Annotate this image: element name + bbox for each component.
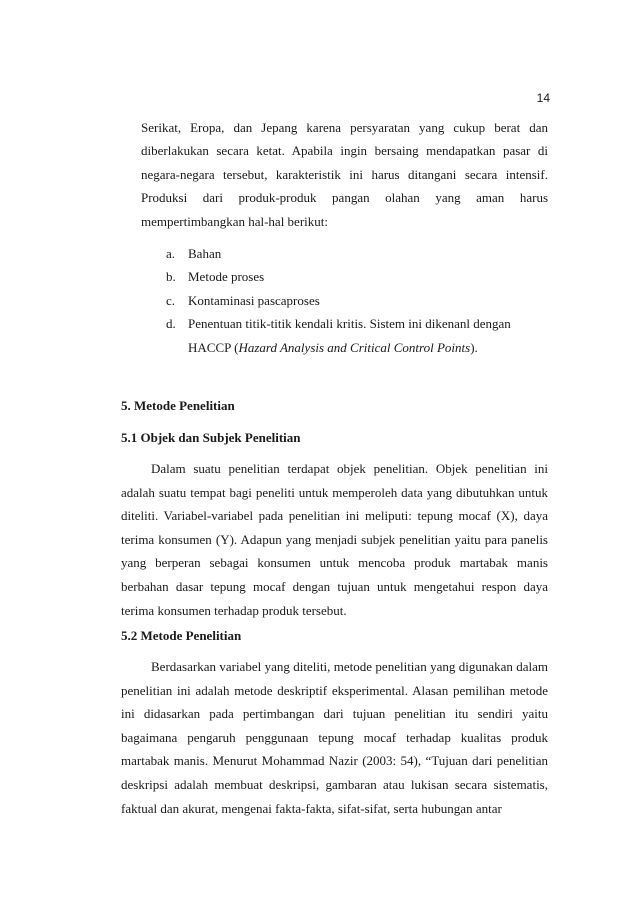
list-marker: b. bbox=[166, 269, 176, 285]
section-5-heading: 5. Metode Penelitian bbox=[121, 398, 235, 413]
list-item-text: Kontaminasi pascaproses bbox=[188, 292, 320, 308]
section-5-2-paragraph: Berdasarkan variabel yang diteliti, metode penelitian yang digunakan dalam penelitian ini adalah metode deskriptif eksperimental. Alasan pemilihan metode ini didasarkan pada pertimbangan dari tujuan penelitian itu sendiri yaitu bagaimana pengaruh penggunaan tepung mocaf terhadap kualitas produk martabak manis. Menurut Mohammad Nazir (2003: 54), “Tujuan dari penelitian deskripsi adalah membuat deskripsi, gambaran atau lukisan secara sistematis, faktual dan akurat, mengenai fakta-fakta, sifat-sifat, serta hubungan antar bbox=[121, 659, 548, 816]
list-item-text: Penentuan titik-titik kendali kritis. Sistem ini dikenanl dengan bbox=[188, 316, 511, 332]
section-5-1-heading: 5.1 Objek dan Subjek Penelitian bbox=[121, 430, 301, 445]
list-item-text: Bahan bbox=[188, 246, 222, 261]
list-item bbox=[166, 265, 548, 288]
requirements-list bbox=[166, 242, 548, 359]
haccp-prefix: HACCP ( bbox=[188, 339, 239, 355]
haccp-expansion: Hazard Analysis and Critical Control Points bbox=[238, 339, 471, 355]
list-item-text: Metode proses bbox=[188, 269, 265, 285]
page-number: 14 bbox=[536, 91, 550, 105]
list-marker: d. bbox=[166, 316, 176, 332]
section-5-2-heading: 5.2 Metode Penelitian bbox=[121, 628, 242, 643]
list-item bbox=[166, 312, 548, 359]
list-item bbox=[166, 242, 548, 265]
section-5-1-paragraph: Dalam suatu penelitian terdapat objek penelitian. Objek penelitian ini adalah suatu tempat bagi peneliti untuk memperoleh data yang dibutuhkan untuk diteliti. Variabel-variabel pada penelitian ini meliputi: tepung mocaf (X), daya terima konsumen (Y). Adapun yang menjadi subjek penelitian yaitu para panelis yang berperan sebagai konsumen untuk mencoba produk martabak manis berbahan dasar tepung mocaf dengan tujuan untuk mengetahui respon daya terima konsumen terhadap produk tersebut. bbox=[121, 461, 548, 618]
list-marker: a. bbox=[166, 246, 176, 261]
list-item bbox=[166, 289, 548, 312]
intro-paragraph: Serikat, Eropa, dan Jepang karena persyaratan yang cukup berat dan diberlakukan secara ketat. Apabila ingin bersaing mendapatkan pasar di negara-negara tersebut, karakteristik ini harus ditangani secara intensif. Produksi dari produk-produk pangan olahan yang aman harus mempertimbangkan hal-hal berikut: bbox=[141, 120, 548, 229]
list-marker: c. bbox=[166, 292, 176, 308]
list-item-continuation bbox=[188, 336, 548, 359]
haccp-suffix: ). bbox=[470, 339, 478, 355]
